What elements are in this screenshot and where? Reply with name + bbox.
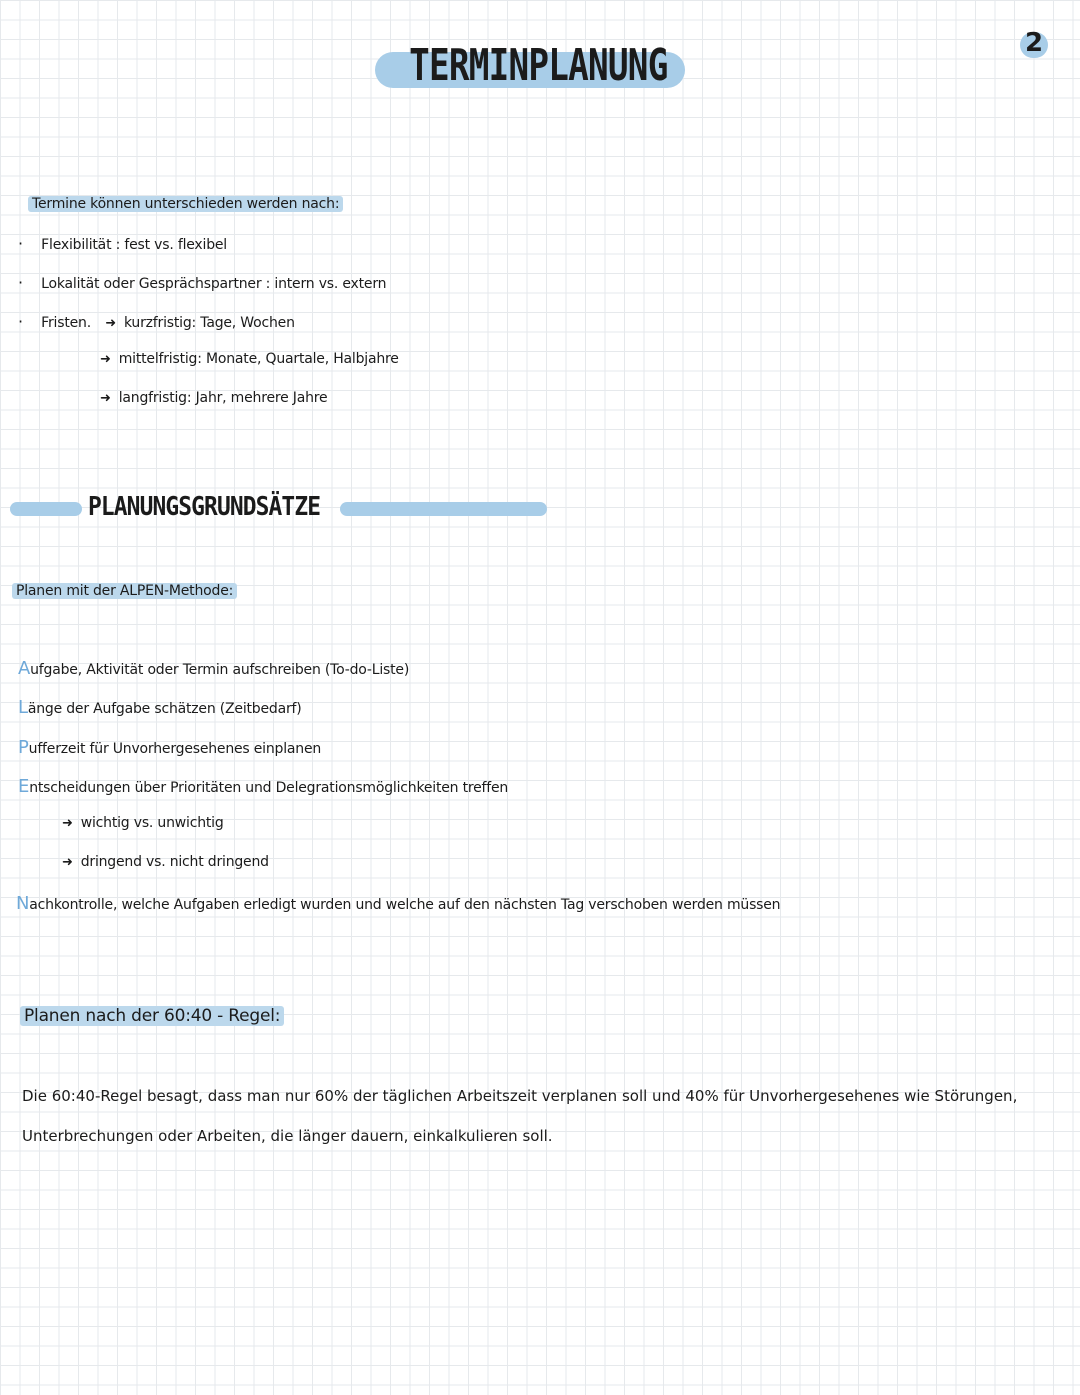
alpen-item-text: achkontrolle, welche Aufgaben erledigt wurden und welche auf den nächsten Tag verschoben werden müssen — [29, 897, 781, 913]
alpen-item-l — [18, 697, 302, 718]
section-bar-right — [340, 502, 547, 516]
sub-item-mittelfristig — [100, 351, 399, 367]
bullet-lokalitaet — [18, 273, 386, 292]
alpen-heading-text: Planen mit der ALPEN-Methode: — [12, 583, 237, 599]
alpen-item-text: ntscheidungen über Prioritäten und Delegrationsmöglichkeiten treffen — [29, 780, 509, 796]
bullet-text: : fest vs. flexibel — [115, 237, 227, 253]
alpen-letter: N — [16, 893, 30, 914]
sub-item-text: mittelfristig: Monate, Quartale, Halbjahre — [118, 351, 399, 367]
alpen-item-text: ufgabe, Aktivität oder Termin aufschreiben (To-do-Liste) — [30, 662, 410, 678]
alpen-item-text: änge der Aufgabe schätzen (Zeitbedarf) — [27, 701, 302, 717]
regel-paragraph: Die 60:40-Regel besagt, dass man nur 60% der täglichen Arbeitszeit verplanen soll und 40% für Unvorhergesehenes wie Störungen, Unterbrechungen oder Arbeiten, die länger dauern, einkalkulieren soll. — [22, 1087, 1018, 1145]
alpen-sub-dringend — [62, 854, 269, 870]
arrow-right-icon: ➜ — [62, 816, 73, 831]
arrow-right-icon: ➜ — [105, 316, 116, 331]
arrow-right-icon: ➜ — [62, 855, 73, 870]
alpen-item-e — [18, 776, 508, 797]
alpen-letter: A — [18, 658, 31, 679]
sub-item-text: langfristig: Jahr, mehrere Jahre — [118, 390, 328, 406]
alpen-item-p — [18, 737, 321, 758]
alpen-letter: P — [18, 737, 29, 758]
section-title: PLANUNGSGRUNDSÄTZE — [88, 492, 321, 522]
arrow-right-icon: ➜ — [100, 352, 111, 367]
bullet-flexibilitaet — [18, 234, 227, 253]
arrow-right-icon: ➜ — [100, 391, 111, 406]
regel-heading-text: Planen nach der 60:40 - Regel: — [20, 1006, 284, 1026]
bullet-dot-icon: · — [18, 234, 23, 253]
alpen-item-text: ufferzeit für Unvorhergesehenes einplanen — [28, 741, 322, 757]
bullet-fristen — [18, 312, 295, 331]
alpen-item-n — [16, 893, 780, 914]
termine-heading — [28, 196, 343, 212]
sub-item-langfristig — [100, 390, 327, 406]
alpen-sub-wichtig — [62, 815, 224, 831]
alpen-sub-text: dringend vs. nicht dringend — [80, 854, 269, 870]
bullet-label: Lokalität oder Gesprächspartner — [41, 276, 262, 292]
alpen-letter: E — [18, 776, 30, 797]
bullet-text: kurzfristig: Tage, Wochen — [123, 315, 295, 331]
regel-heading — [20, 1006, 284, 1026]
termine-heading-text: Termine können unterschieden werden nach: — [28, 196, 343, 212]
bullet-dot-icon: · — [18, 312, 23, 331]
bullet-dot-icon: · — [18, 273, 23, 292]
bullet-text: : intern vs. extern — [265, 276, 387, 292]
bullet-label: Fristen. — [41, 315, 91, 331]
section-bar-left — [10, 502, 82, 516]
alpen-heading — [12, 583, 237, 599]
alpen-sub-text: wichtig vs. unwichtig — [80, 815, 224, 831]
alpen-letter: L — [18, 697, 28, 718]
alpen-item-a — [18, 658, 409, 679]
bullet-label: Flexibilität — [41, 237, 112, 253]
page-title: TERMINPLANUNG — [409, 40, 668, 91]
page-number: 2 — [1024, 28, 1044, 58]
